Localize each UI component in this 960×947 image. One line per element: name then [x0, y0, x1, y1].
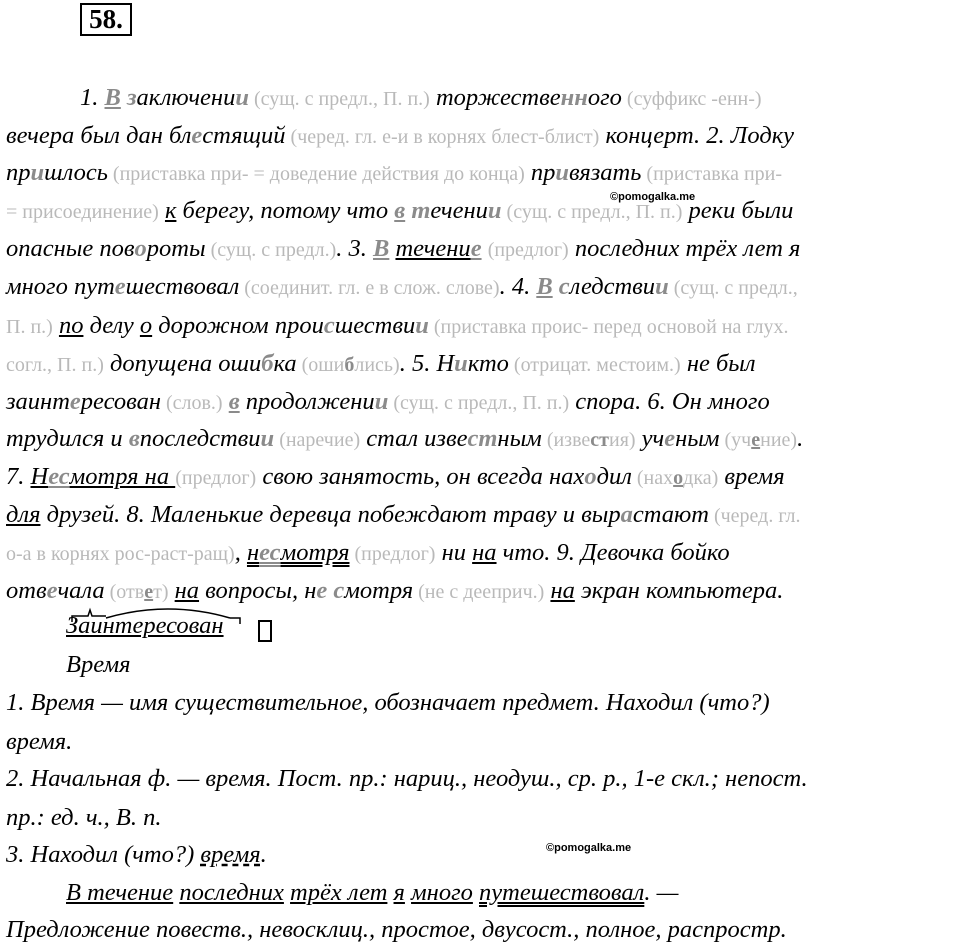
text-line: [6, 764, 808, 794]
text-segment: ка: [273, 350, 297, 377]
text-line: [66, 878, 678, 908]
text-segment: В: [104, 84, 121, 111]
text-segment: последних: [179, 879, 284, 906]
text-line: [6, 915, 787, 945]
text-segment: время.: [6, 728, 73, 755]
text-segment: в: [394, 197, 406, 224]
text-segment: мотря на: [69, 463, 176, 490]
text-segment: о: [673, 467, 684, 489]
text-line: [6, 727, 72, 757]
text-segment: (соединит. гл. е в слож. слове): [239, 277, 500, 299]
text-segment: (изве: [541, 429, 591, 451]
text-segment: Время: [66, 651, 131, 678]
text-line: [6, 803, 161, 833]
text-segment: дорожном прои: [152, 312, 324, 339]
text-segment: свою занятость, он всегда нах: [256, 463, 585, 490]
text-segment: 3. Находил (что?): [6, 841, 201, 868]
text-segment: ечени: [430, 197, 488, 224]
text-segment: лись): [354, 354, 400, 376]
text-segment: мотря: [280, 539, 350, 566]
text-segment: аключени: [136, 84, 236, 111]
text-segment: Предложение повеств., невосклиц., простое, двусост., полное, распростр.: [6, 916, 787, 943]
text-segment: ние): [760, 429, 798, 451]
text-line: [6, 196, 793, 227]
watermark: ©pomogalka.me: [546, 842, 632, 854]
text-segment: трудился и: [6, 425, 129, 452]
text-segment: (уч: [719, 429, 752, 451]
text-segment: пр.: ед. ч., В. п.: [6, 804, 162, 831]
text-segment: . 3.: [336, 235, 373, 262]
text-segment: и: [487, 197, 502, 224]
text-segment: и: [415, 312, 429, 339]
text-segment: ни: [435, 539, 473, 566]
text-segment: .: [260, 841, 267, 868]
text-segment: кто: [467, 350, 509, 377]
text-segment: реки были: [682, 197, 794, 224]
text-segment: е: [69, 388, 81, 415]
text-segment: (приставка проис- перед основой на глух.: [428, 316, 789, 338]
text-segment: путешествовал: [479, 879, 645, 906]
text-line: [6, 387, 770, 418]
text-segment: е: [114, 273, 126, 300]
text-segment: б: [344, 354, 355, 376]
ending-box: [258, 620, 272, 642]
text-line: [6, 500, 801, 531]
text-segment: и: [235, 84, 249, 111]
text-line: [6, 462, 785, 493]
text-segment: по: [58, 312, 84, 339]
text-segment: вязать: [569, 159, 642, 186]
text-segment: ным: [497, 425, 542, 452]
text-segment: пр: [6, 159, 31, 186]
text-segment: друзей. 8. Маленькие деревца побеждают траву и выр: [40, 501, 621, 528]
text-segment: н: [246, 539, 260, 566]
text-line: [6, 121, 794, 152]
text-segment: (суффикс -енн-): [621, 88, 762, 110]
text-segment: я: [393, 879, 405, 906]
text-segment: и: [374, 388, 389, 415]
text-segment: нн: [560, 84, 588, 111]
text-segment: в: [228, 388, 240, 415]
text-segment: шестви: [334, 312, 416, 339]
text-segment: (сущ. с предл., П. п.): [501, 201, 683, 223]
text-segment: з: [126, 84, 137, 111]
text-segment: . 4.: [499, 273, 537, 300]
text-segment: ст: [467, 425, 498, 452]
text-segment: стящий: [202, 122, 286, 149]
text-segment: не был: [680, 350, 756, 377]
text-segment: б: [261, 350, 274, 377]
text-segment: Заинтересован: [66, 612, 224, 639]
text-segment: е: [316, 577, 328, 604]
text-segment: (не с дееприч.): [413, 581, 545, 603]
text-segment: роты: [146, 235, 206, 262]
text-segment: спора. 6. Он много: [569, 388, 770, 415]
text-segment: экран компьютера.: [574, 577, 784, 604]
text-segment: и: [30, 159, 45, 186]
text-segment: вопросы, н: [199, 577, 317, 604]
text-segment: ес: [48, 463, 70, 490]
text-segment: (черед. гл.: [708, 505, 801, 527]
text-segment: на: [550, 577, 575, 604]
text-segment: последних трёх лет я: [568, 235, 801, 262]
text-segment: уч: [635, 425, 665, 452]
text-line: [6, 538, 730, 569]
text-segment: ресован: [80, 388, 161, 415]
text-segment: ия): [608, 429, 636, 451]
text-line: [6, 840, 267, 870]
text-segment: (отв: [104, 581, 145, 603]
text-line: [6, 424, 803, 455]
text-segment: В: [373, 235, 390, 262]
text-segment: чала: [57, 577, 105, 604]
text-segment: с: [558, 273, 570, 300]
text-segment: (наречие): [274, 429, 361, 451]
text-segment: В: [536, 273, 553, 300]
text-segment: ,: [234, 539, 247, 566]
text-segment: последстви: [139, 425, 261, 452]
text-segment: (предлог): [487, 239, 569, 261]
text-segment: (сущ. с предл.,: [668, 277, 798, 299]
text-segment: . 5. Н: [399, 350, 455, 377]
text-segment: торжестве: [429, 84, 561, 111]
text-segment: т): [153, 581, 169, 603]
text-segment: на: [174, 577, 200, 604]
text-segment: о: [134, 235, 147, 262]
text-line: [80, 83, 762, 114]
text-segment: ным: [675, 425, 720, 452]
text-line: [6, 688, 770, 718]
watermark: ©pomogalka.me: [610, 191, 696, 203]
text-line: [66, 650, 131, 680]
text-segment: (предлог): [349, 543, 436, 565]
text-segment: .: [797, 425, 804, 452]
text-segment: допущена оши: [103, 350, 262, 377]
text-segment: много: [411, 879, 473, 906]
text-line: [6, 311, 789, 342]
text-segment: 7.: [6, 463, 31, 490]
text-segment: вечера был дан бл: [6, 122, 192, 149]
text-segment: трёх лет: [290, 879, 388, 906]
text-segment: (отрицат. местоим.): [508, 354, 681, 376]
text-segment: заинт: [6, 388, 70, 415]
text-segment: шествовал: [125, 273, 240, 300]
text-segment: много пут: [6, 273, 115, 300]
text-segment: шлось: [44, 159, 108, 186]
text-segment: опасные пов: [6, 235, 135, 262]
text-segment: (черед. гл. е-и в корнях блест-блист): [285, 126, 600, 148]
text-segment: а: [620, 501, 633, 528]
text-segment: что. 9. Девочка бойко: [496, 539, 730, 566]
text-segment: Н: [30, 463, 49, 490]
text-segment: е: [664, 425, 676, 452]
text-segment: (нах: [631, 467, 674, 489]
text-segment: для: [6, 501, 41, 528]
text-line: [6, 349, 756, 380]
text-segment: отв: [6, 577, 47, 604]
text-segment: мотря: [344, 577, 414, 604]
text-line: [66, 611, 224, 641]
text-segment: (сущ. с предл., П. п.): [388, 392, 570, 414]
text-line: [6, 272, 798, 303]
text-segment: е: [144, 581, 154, 603]
text-segment: пр: [524, 159, 556, 186]
text-segment: е: [751, 429, 761, 451]
text-segment: е: [191, 122, 203, 149]
text-segment: (сущ. с предл.): [205, 239, 337, 261]
text-segment: стал изве: [360, 425, 468, 452]
exercise-number: 58.: [80, 3, 132, 36]
text-segment: т: [411, 197, 431, 224]
text-segment: и: [260, 425, 275, 452]
text-line: [6, 158, 782, 189]
text-segment: . —: [644, 879, 679, 906]
text-segment: и: [454, 350, 468, 377]
text-segment: о: [139, 312, 153, 339]
text-segment: = присоединение): [6, 201, 159, 223]
text-segment: течени: [395, 235, 471, 262]
text-segment: ледстви: [569, 273, 656, 300]
text-segment: (слов.): [160, 392, 223, 414]
text-line: [6, 576, 783, 607]
text-segment: стают: [632, 501, 709, 528]
text-segment: 1. Время — имя существительное, обозначает предмет. Находил (что?): [6, 689, 770, 716]
text-segment: к: [164, 197, 177, 224]
text-segment: делу: [83, 312, 140, 339]
text-segment: 1.: [80, 84, 105, 111]
text-segment: с: [323, 312, 335, 339]
text-segment: В течение: [66, 879, 174, 906]
text-segment: дка): [683, 467, 719, 489]
text-segment: берегу, потому что: [176, 197, 395, 224]
text-segment: время: [200, 841, 261, 868]
text-segment: и: [655, 273, 669, 300]
text-segment: П. п.): [6, 316, 53, 338]
text-segment: (приставка при-: [641, 163, 783, 185]
text-segment: в: [128, 425, 140, 452]
text-segment: ст: [590, 429, 609, 451]
text-segment: (сущ. с предл., П. п.): [248, 88, 430, 110]
text-segment: с: [333, 577, 345, 604]
text-segment: и: [555, 159, 570, 186]
text-segment: о-а в корнях рос-раст-ращ): [6, 543, 235, 565]
text-segment: (оши: [296, 354, 345, 376]
text-segment: согл., П. п.): [6, 354, 104, 376]
text-segment: время: [718, 463, 785, 490]
text-segment: е: [46, 577, 58, 604]
text-segment: (приставка при- = доведение действия до конца): [107, 163, 525, 185]
text-segment: концерт. 2. Лодку: [599, 122, 795, 149]
text-segment: (предлог): [175, 467, 257, 489]
text-segment: дил: [596, 463, 632, 490]
text-segment: продолжени: [239, 388, 375, 415]
text-segment: ес: [259, 539, 281, 566]
text-line: [6, 234, 800, 265]
text-segment: е: [470, 235, 482, 262]
text-segment: о: [584, 463, 597, 490]
text-segment: на: [472, 539, 497, 566]
text-segment: ого: [587, 84, 622, 111]
text-segment: 2. Начальная ф. — время. Пост. пр.: нариц., неодуш., ср. р., 1-е скл.; непост.: [6, 765, 808, 792]
